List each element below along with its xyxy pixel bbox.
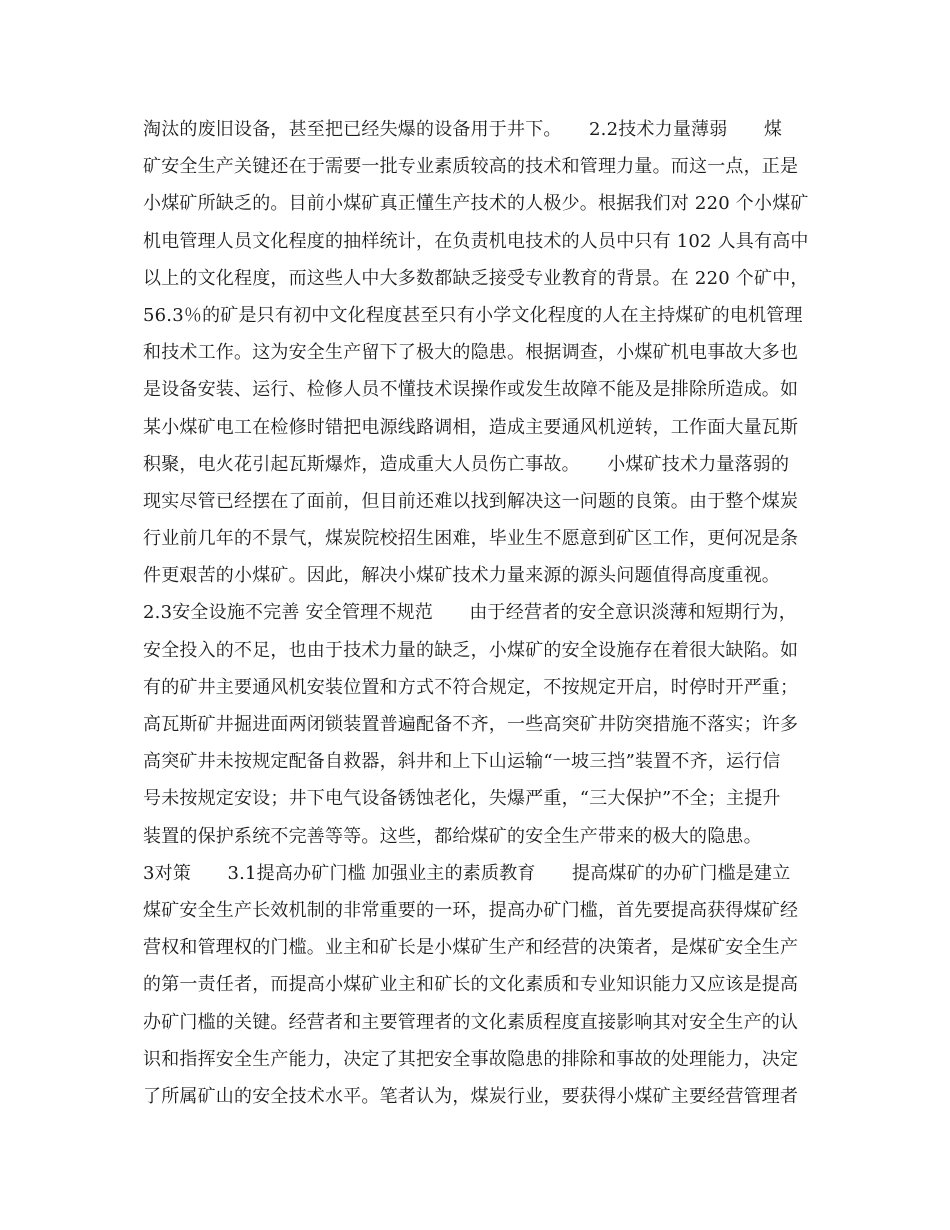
text-line: 了所属矿山的安全技术水平。笔者认为，煤炭行业，要获得小煤矿主要经营管理者	[143, 1085, 799, 1107]
text-line: 行业前几年的不景气，煤炭院校招生困难，毕业生不愿意到矿区工作，更何况是条	[143, 528, 799, 550]
text-line: 机电管理人员文化程度的抽样统计，在负责机电技术的人员中只有 102 人具有高中	[143, 230, 809, 252]
text-line: 办矿门槛的关键。经营者和主要管理者的文化素质程度直接影响其对安全生产的认	[143, 1011, 799, 1033]
text-line: 号未按规定安设；井下电气设备锈蚀老化，失爆严重，“三大保护”不全；主提升	[143, 788, 781, 810]
text-line: 有的矿井主要通风机安装位置和方式不符合规定，不按规定开启，时停时开严重；	[143, 676, 799, 698]
text-line: 安全投入的不足，也由于技术力量的缺乏，小煤矿的安全设施存在着很大缺陷。如	[143, 639, 799, 661]
section-heading-line: 3对策 3.1提高办矿门槛 加强业主的素质教育 提高煤矿的办矿门槛是建立	[143, 862, 791, 884]
text-line: 高突矿井未按规定配备自救器，斜井和上下山运输“一坡三挡”装置不齐，运行信	[143, 751, 781, 773]
text-line: 小煤矿所缺乏的。目前小煤矿真正懂生产技术的人极少。根据我们对 220 个小煤矿	[143, 193, 809, 215]
text-line: 现实尽管已经摆在了面前，但目前还难以找到解决这一问题的良策。由于整个煤炭	[143, 490, 799, 512]
text-line: 积聚，电火花引起瓦斯爆炸，造成重大人员伤亡事故。 小煤矿技术力量落弱的	[143, 453, 790, 475]
text-line: 高瓦斯矿井掘进面两闭锁装置普遍配备不齐，一些高突矿井防突措施不落实；许多	[143, 714, 799, 735]
text-line: 件更艰苦的小煤矿。因此，解决小煤矿技术力量来源的源头问题值得高度重视。	[143, 565, 780, 587]
text-line: 56.3％的矿是只有初中文化程度甚至只有小学文化程度的人在主持煤矿的电机管理	[143, 304, 803, 326]
text-line: 和技术工作。这为安全生产留下了极大的隐患。根据调查，小煤矿机电事故大多也	[143, 342, 799, 364]
section-heading-line: 2.3安全设施不完善 安全管理不规范 由于经营者的安全意识淡薄和短期行为，	[143, 602, 797, 624]
text-line: 煤矿安全生产长效机制的非常重要的一环，提高办矿门槛，首先要提高获得煤矿经	[143, 899, 799, 921]
text-line: 的第一责任者，而提高小煤矿业主和矿长的文化素质和专业知识能力又应该是提高	[143, 974, 799, 996]
text-line: 装置的保护系统不完善等等。这些，都给煤矿的安全生产带来的极大的隐患。	[143, 825, 762, 847]
text-line: 是设备安装、运行、检修人员不懂技术误操作或发生故障不能及是排除所造成。如	[143, 379, 799, 401]
text-line: 淘汰的废旧设备，甚至把已经失爆的设备用于井下。 2.2技术力量薄弱 煤	[143, 119, 783, 140]
text-line: 营权和管理权的门槛。业主和矿长是小煤矿生产和经营的决策者，是煤矿安全生产	[143, 937, 799, 959]
body-text	[143, 111, 823, 1115]
text-line: 某小煤矿电工在检修时错把电源线路调相，造成主要通风机逆转，工作面大量瓦斯	[143, 416, 799, 438]
text-line: 以上的文化程度，而这些人中大多数都缺乏接受专业教育的背景。在 220 个矿中，	[143, 267, 809, 289]
text-line: 矿安全生产关键还在于需要一批专业素质较高的技术和管理力量。而这一点，正是	[143, 156, 799, 178]
text-line: 识和指挥安全生产能力，决定了其把安全事故隐患的排除和事故的处理能力，决定	[143, 1048, 799, 1070]
